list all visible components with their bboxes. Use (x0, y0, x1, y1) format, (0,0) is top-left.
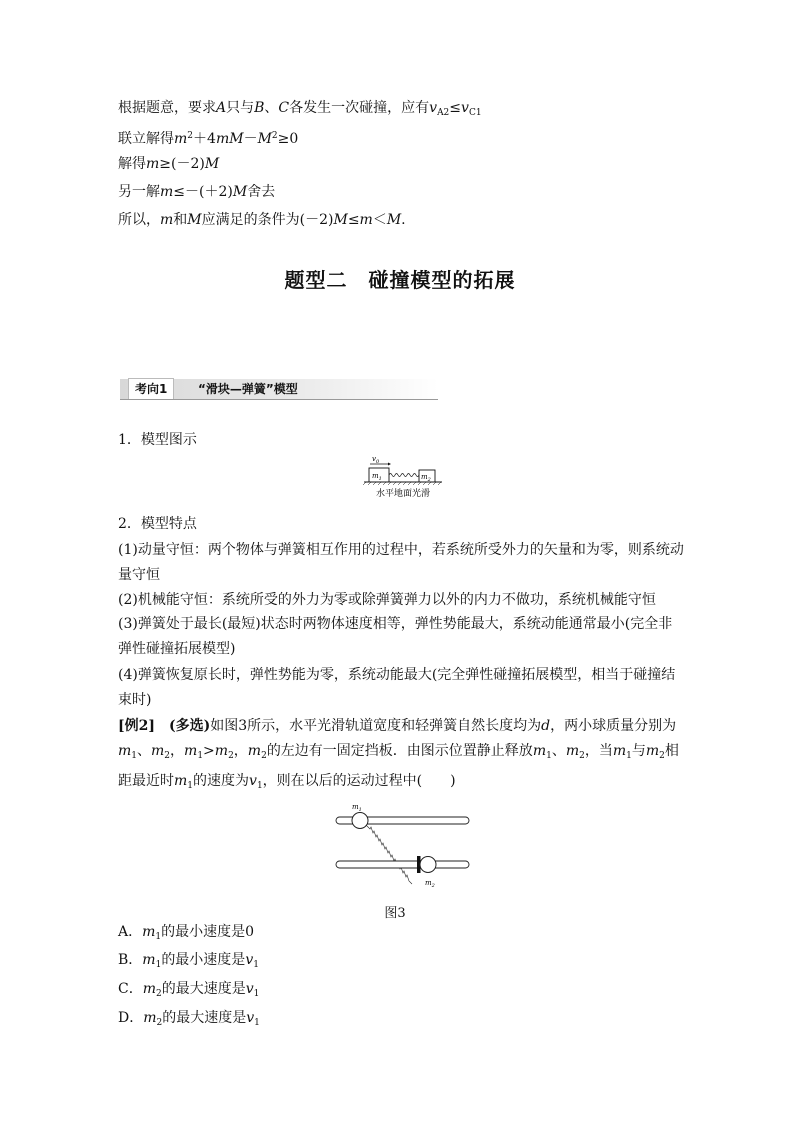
text: 只与 (226, 100, 255, 116)
text: ，当 (584, 743, 613, 759)
subscript: 1 (254, 1018, 260, 1028)
text: ＋4 (193, 131, 216, 147)
figure-caption: 图3 (384, 906, 406, 921)
var-M: M (333, 212, 348, 228)
fig1-caption: 水平地面光滑 (375, 489, 431, 499)
exponent: 2 (187, 131, 194, 141)
text: 所以， (118, 212, 160, 228)
var-v: v (461, 100, 469, 116)
option-letter: D． (118, 1010, 144, 1026)
var-v: v (249, 773, 257, 789)
text: ， (170, 743, 185, 759)
le-sign: ≤ (449, 100, 462, 116)
subscript: 1 (256, 781, 263, 791)
solution-line-4 (118, 182, 275, 202)
topic-badge: 考向1 (128, 378, 174, 399)
solution-line-2 (118, 126, 298, 149)
var-B: B (254, 100, 265, 116)
text: 相距最近时 (118, 743, 679, 789)
ball-m1 (352, 813, 368, 829)
text: 、 (137, 743, 152, 759)
subscript: A2 (437, 108, 450, 118)
var-m: m (151, 743, 165, 759)
option-letter: A． (118, 924, 143, 940)
var-M: M (187, 212, 202, 228)
feature-3: (3)弹簧处于最长(最短)状态时两物体速度相等，弹性势能最大，系统动能通常最小(完全非弹性碰撞拓展模型) (118, 616, 673, 657)
option-text: 的最大速度是 (161, 981, 246, 997)
var-m: m (532, 743, 547, 759)
feature-2: (2)机械能守恒：系统所受的外力为零或除弹簧弹力以外的内力不做功，系统机械能守恒 (118, 592, 656, 608)
solution-line-3 (118, 154, 219, 174)
subscript: 2 (156, 989, 162, 999)
text: ≤ (347, 212, 360, 228)
subscript: 2 (659, 751, 665, 761)
subscript: 2 (156, 1018, 163, 1028)
var-m: m (160, 212, 174, 228)
subscript: 1 (131, 751, 138, 761)
var-m: m (174, 131, 188, 147)
option-b[interactable] (118, 950, 259, 975)
var-m: m (565, 743, 580, 759)
text: ≥0 (277, 131, 299, 147)
minus: － (243, 131, 258, 147)
text: 舍去 (247, 184, 276, 200)
text: 与 (631, 743, 646, 759)
text: 联立解得 (118, 131, 174, 147)
item-heading-1: 1．模型图示 (118, 432, 197, 448)
subscript: 2 (164, 751, 171, 761)
text: ， (233, 743, 248, 759)
text: 、 (551, 743, 566, 759)
option-letter: C． (118, 981, 143, 997)
subscript: 1 (546, 751, 552, 761)
option-text: 的最小速度是 (161, 952, 246, 968)
m2-label: $m_2$ (421, 473, 431, 483)
text: ，则在以后的运动过程中( ) (262, 773, 456, 789)
var-v: v (245, 952, 254, 968)
option-c[interactable] (118, 979, 259, 1004)
text: 的速度为 (193, 773, 250, 789)
subscript: 1 (253, 989, 260, 999)
var-M: M (257, 131, 272, 147)
var-m: m (184, 743, 198, 759)
text: ≤－(＋2) (173, 184, 233, 200)
var-v: v (429, 100, 438, 116)
text: 和 (173, 212, 188, 228)
text: 的左边有一固定挡板．由图示位置静止释放 (266, 743, 533, 759)
var-M: M (386, 212, 402, 228)
var-m: m (645, 743, 660, 759)
text: . (401, 212, 406, 228)
ball-m2 (420, 857, 436, 873)
text: ≥(－2) (159, 156, 205, 172)
arrow-head-icon (388, 463, 391, 466)
var-d: d (541, 718, 551, 734)
fig3-m1-label: $m_1$ (352, 803, 362, 813)
var-M: M (232, 184, 248, 200)
m1-label: $m_1$ (372, 472, 382, 482)
var-m: m (612, 743, 627, 759)
var-M: M (204, 156, 220, 172)
var-m: m (142, 924, 156, 940)
var-m: m (174, 773, 188, 789)
text: 解得 (118, 156, 146, 172)
text: 各发生一次碰撞，应有 (289, 100, 430, 116)
topic-title: “滑块—弹簧”模型 (198, 382, 298, 396)
text: ，两小球质量分别为 (550, 718, 677, 734)
spring-model-figure (360, 452, 450, 502)
subscript: 1 (155, 932, 162, 942)
option-letter: B． (118, 952, 143, 968)
subscript: 2 (228, 751, 234, 761)
option-text: 的最小速度是0 (161, 924, 255, 940)
lower-rail (336, 861, 469, 868)
text: ＜ (372, 212, 387, 228)
text: 、 (264, 100, 279, 116)
text: 另一解 (118, 184, 160, 200)
subscript: C1 (468, 108, 482, 118)
var-m: m (247, 743, 262, 759)
subscript: 1 (187, 781, 194, 791)
var-m: m (160, 184, 174, 200)
var-m: m (142, 981, 156, 997)
rails-figure (330, 798, 475, 893)
feature-1: (1)动量守恒：两个物体与弹簧相互作用的过程中，若系统所受外力的矢量和为零，则系统动量守恒 (118, 542, 684, 583)
section-title: 题型二 碰撞模型的拓展 (284, 268, 516, 292)
var-v: v (245, 981, 254, 997)
example-label: [例2] (118, 718, 155, 734)
text: 如图3所示，水平光滑轨道宽度和轻弹簧自然长度均为 (210, 718, 542, 734)
var-m: m (118, 743, 132, 759)
subscript: 1 (253, 960, 259, 970)
option-d[interactable] (118, 1008, 260, 1033)
var-mM: mM (215, 131, 244, 147)
option-text: 的最大速度是 (162, 1010, 247, 1026)
text: > (203, 743, 215, 759)
spring-icon (366, 825, 412, 884)
fig3-m2-label: $m_2$ (425, 879, 435, 889)
var-m: m (359, 212, 373, 228)
feature-4: (4)弹簧恢复原长时，弹性势能为零，系统动能最大(完全弹性碰撞拓展模型，相当于碰撞结束时) (118, 667, 676, 708)
var-v: v (246, 1010, 255, 1026)
v0-label: $v_0$ (372, 455, 380, 465)
var-A: A (216, 100, 227, 116)
multi-select-tag: (多选) (169, 718, 211, 734)
var-m: m (214, 743, 229, 759)
solution-line-1 (118, 98, 482, 123)
subscript: 1 (626, 751, 632, 761)
var-m: m (142, 952, 156, 968)
exponent: 2 (271, 131, 278, 141)
var-m: m (143, 1010, 157, 1026)
var-m: m (146, 156, 160, 172)
solution-line-5 (118, 210, 406, 230)
text: 根据题意，要求 (118, 100, 216, 116)
text: 应满足的条件为(－2) (201, 212, 334, 228)
subscript: 2 (261, 751, 267, 761)
subscript: 1 (155, 960, 162, 970)
option-a[interactable] (118, 922, 254, 947)
var-C: C (278, 100, 290, 116)
example-2 (118, 714, 684, 799)
subscript: 1 (197, 751, 204, 761)
subscript: 2 (579, 751, 585, 761)
item-heading-2: 2．模型特点 (118, 516, 197, 532)
